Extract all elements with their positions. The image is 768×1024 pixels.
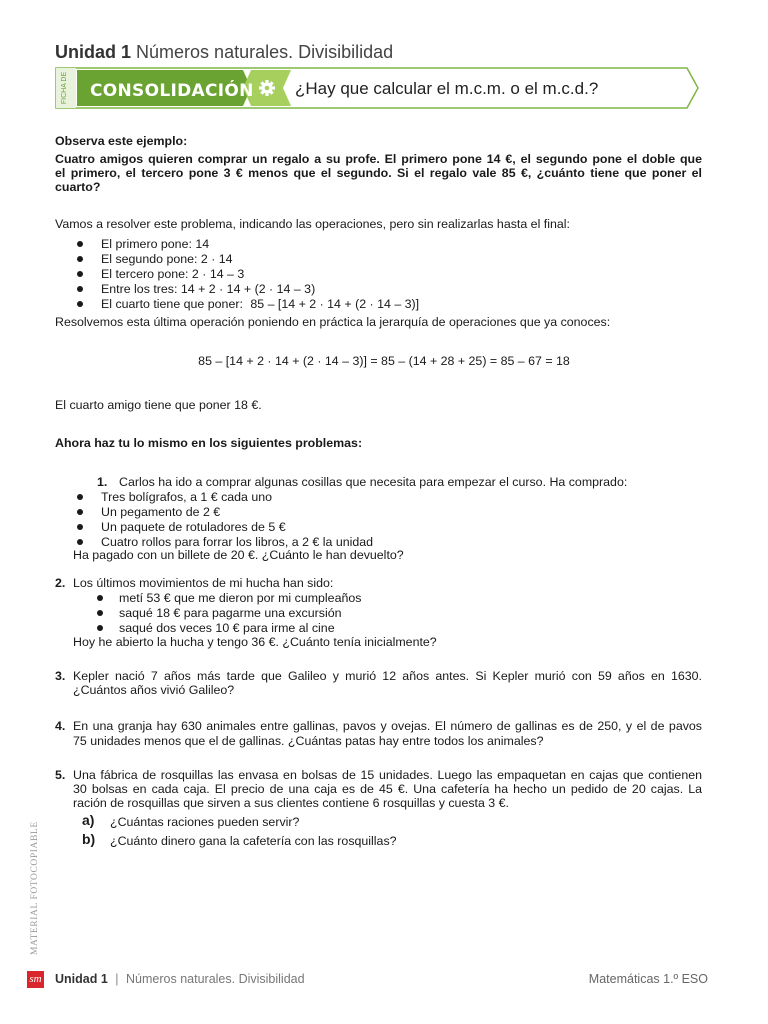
bullet-dot (77, 256, 83, 262)
list-item: metí 53 € que me dieron por mi cumpleaños (119, 591, 362, 605)
list-item: El primero pone: 14 (101, 237, 210, 251)
subpart-b-text: ¿Cuánto dinero gana la cafetería con las rosquillas? (110, 834, 397, 848)
problem-number: 2. (55, 576, 66, 590)
problem-line: ración de rosquillas que sirven a sus clientes contiene 6 rosquillas y cuesta 3 €. (73, 796, 509, 810)
bullet-dot (77, 271, 83, 277)
fourth-label: El cuarto tiene que poner: (101, 297, 243, 311)
publisher-logo: sm (27, 971, 44, 988)
problem-text: Los últimos movimientos de mi hucha han sido: (73, 576, 334, 590)
problem-line: 30 bolsas en cada caja. El precio de una caja es de 45 €. Una cafetería ha hecho un pedido de 20 cajas. La (73, 782, 702, 796)
problem-number: 3. (55, 669, 66, 683)
bullet-dot (77, 524, 83, 530)
example-heading: Observa este ejemplo: (55, 134, 188, 148)
side-label: MATERIAL FOTOCOPIABLE (30, 821, 40, 955)
bullet-dot (77, 509, 83, 515)
bullet-dot (77, 301, 83, 307)
tab-small-label: FICHA DE (61, 71, 68, 105)
problem-question: Ha pagado con un billete de 20 €. ¿Cuánto le han devuelto? (73, 548, 404, 562)
problem-line: Una fábrica de rosquillas las envasa en bolsas de 15 unidades. Luego las empaquetan en cajas que contienen (73, 768, 702, 782)
footer-unit-title: Números naturales. Divisibilidad (126, 972, 305, 986)
list-item (101, 297, 702, 312)
list-item: Un pegamento de 2 € (101, 505, 221, 519)
footer-subject: Matemáticas 1.º ESO (588, 972, 708, 986)
footer-unit-block (55, 972, 305, 986)
consolidation-banner (55, 67, 700, 109)
banner-label: CONSOLIDACIÓN (90, 81, 254, 101)
list-item: El segundo pone: 2 · 14 (101, 252, 233, 266)
example-conclusion: El cuarto amigo tiene que poner 18 €. (55, 398, 262, 412)
list-item: saqué dos veces 10 € para irme al cine (119, 621, 335, 635)
example-line-3: cuarto? (55, 180, 101, 194)
list-item: Cuatro rollos para forrar los libros, a 2 € la unidad (101, 535, 374, 549)
example-line-2: el primero, el tercero pone 3 € menos que el segundo. Si el regalo vale 85 €, ¿cuánto tiene que poner el (55, 166, 702, 180)
subpart-b-label: b) (82, 831, 96, 847)
list-item: Entre los tres: 14 + 2 · 14 + (2 · 14 – 3) (101, 282, 316, 296)
exercises-heading: Ahora haz tu lo mismo en los siguientes problemas: (55, 436, 363, 450)
bullet-dot (77, 539, 83, 545)
subpart-a-text: ¿Cuántas raciones pueden servir? (110, 815, 300, 829)
list-item: saqué 18 € para pagarme una excursión (119, 606, 342, 620)
example-line-1: Cuatro amigos quieren comprar un regalo a su profe. El primero pone 14 €, el segundo pone el doble que (55, 152, 702, 166)
problem-line: 75 unidades menos que el de gallinas. ¿Cuántas patas hay entre todos los animales? (73, 734, 544, 748)
problem-question: Hoy he abierto la hucha y tengo 36 €. ¿Cuánto tenía inicialmente? (73, 635, 437, 649)
problem-line: ¿Cuántos años vivió Galileo? (73, 683, 235, 697)
unit-label: Unidad 1 (55, 42, 132, 62)
gear-icon (259, 80, 275, 96)
page-title (55, 42, 393, 63)
footer-unit: Unidad 1 (55, 972, 108, 986)
list-item: Tres bolígrafos, a 1 € cada uno (101, 490, 273, 504)
bullet-dot (77, 241, 83, 247)
problem-number: 1. (97, 475, 108, 489)
problem-line: Kepler nació 7 años más tarde que Galileo y murió 12 años antes. Si Kepler murió con 59 años en 1630. (73, 669, 702, 683)
fourth-expression: 85 – [14 + 2 · 14 + (2 · 14 – 3)] (250, 297, 420, 311)
problem-line: En una granja hay 630 animales entre gallinas, pavos y ovejas. El número de gallinas es de 250, y el de pavos (73, 719, 702, 733)
problem-number: 5. (55, 768, 66, 782)
bullet-dot (97, 595, 103, 601)
bullet-dot (97, 610, 103, 616)
bullet-dot (97, 625, 103, 631)
unit-title: Números naturales. Divisibilidad (136, 42, 394, 62)
banner-question: ¿Hay que calcular el m.c.m. o el m.c.d.? (295, 79, 599, 98)
problem-text: Carlos ha ido a comprar algunas cosillas que necesita para empezar el curso. Ha comprado: (119, 475, 628, 489)
list-item: Un paquete de rotuladores de 5 € (101, 520, 286, 534)
example-equation: 85 – [14 + 2 · 14 + (2 · 14 – 3)] = 85 – (14 + 28 + 25) = 85 – 67 = 18 (198, 354, 570, 368)
bullet-dot (77, 286, 83, 292)
list-item: El tercero pone: 2 · 14 – 3 (101, 267, 245, 281)
bullet-dot (77, 494, 83, 500)
example-resolve: Resolvemos esta última operación poniendo en práctica la jerarquía de operaciones que ya conoces: (55, 315, 611, 329)
subpart-a-label: a) (82, 812, 95, 828)
problem-number: 4. (55, 719, 66, 733)
example-intro: Vamos a resolver este problema, indicando las operaciones, pero sin realizarlas hasta el final: (55, 217, 570, 231)
footer-separator: | (115, 972, 119, 986)
